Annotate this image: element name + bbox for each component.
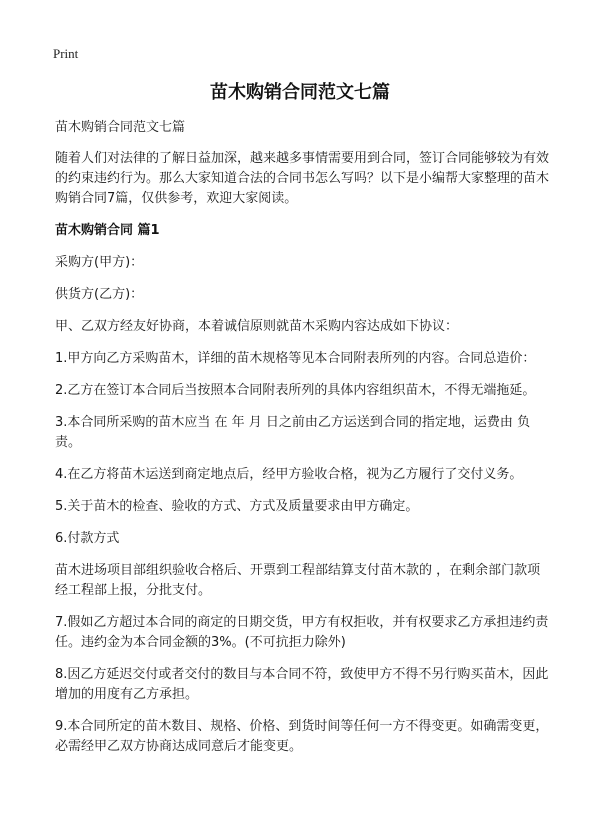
document-subtitle: 苗木购销合同范文七篇 [55,120,186,135]
intro-paragraph: 随着人们对法律的了解日益加深，越来越多事情需要用到合同，签订合同能够较为有效的约束违约行为。那么大家知道合法的合同书怎么写吗？以下是小编帮大家整理的苗木购销合同7篇，仅供参考，欢迎大家阅读。 [55,151,550,206]
clause-1: 1.甲方向乙方采购苗木，详细的苗木规格等见本合同附表所列的内容。合同总造价： [55,351,536,366]
buyer-line: 采购方(甲方)： [55,255,144,270]
supplier-line: 供货方(乙方)： [55,287,144,302]
print-link[interactable]: Print [53,46,79,61]
clause-7: 7.假如乙方超过本合同的商定的日期交货，甲方有权拒收，并有权要求乙方承担违约责任。违约金为本合同金额的3%。(不可抗拒力除外) [55,615,549,650]
clause-4: 4.在乙方将苗木运送到商定地点后，经甲方验收合格，视为乙方履行了交付义务。 [55,467,523,482]
section-heading: 苗木购销合同 篇1 [55,223,160,238]
clause-2: 2.乙方在签订本合同后当按照本合同附表所列的具体内容组织苗木，不得无端拖延。 [55,383,536,398]
clause-5: 5.关于苗木的检查、验收的方式、方式及质量要求由甲方确定。 [55,499,419,514]
agreement-intro: 甲、乙双方经友好协商，本着诚信原则就苗木采购内容达成如下协议： [55,319,459,334]
clause-8: 8.因乙方延迟交付或者交付的数目与本合同不符，致使甲方不得不另行购买苗木，因此增加的用度有乙方承担。 [55,667,549,702]
clause-3: 3.本合同所采购的苗木应当 在 年 月 日之前由乙方运送到合同的指定地，运费由 负责。 [55,415,531,450]
document-body [55,118,550,757]
clause-6-title: 6.付款方式 [55,531,120,546]
clause-9: 9.本合同所定的苗木数目、规格、价格、到货时间等任何一方不得变更。如确需变更，必需经甲乙双方协商达成同意后才能变更。 [55,719,549,754]
clause-6-body: 苗木进场项目部组织验收合格后、开票到工程部结算支付苗木款的 ，在剩余部门款项经工程部上报，分批支付。 [55,563,541,598]
page-title: 苗木购销合同范文七篇 [210,82,390,103]
